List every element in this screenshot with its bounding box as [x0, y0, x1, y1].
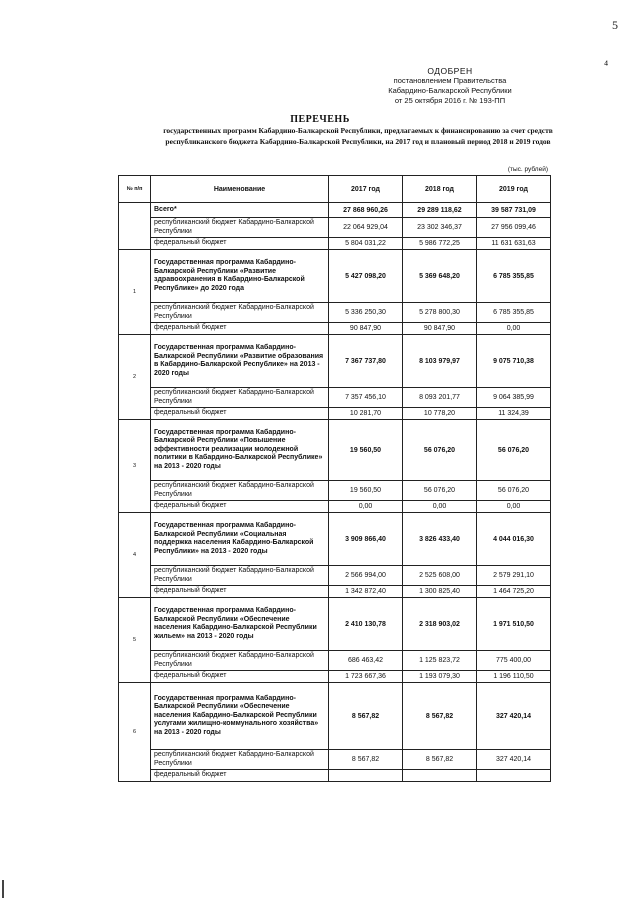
program-fed-2018: 1 193 079,30 — [403, 671, 477, 683]
program-rep-2017: 19 560,50 — [329, 481, 403, 501]
program-2018: 2 318 903,02 — [403, 598, 477, 651]
program-rep-row — [119, 481, 551, 501]
program-num: 6 — [119, 683, 151, 782]
corner-mark-second: ⁴ — [604, 58, 609, 72]
approval-head: ОДОБРЕН — [427, 66, 473, 76]
program-rep-2018: 8 093 201,77 — [403, 388, 477, 408]
program-rep-2018: 8 567,82 — [403, 750, 477, 770]
program-2019: 327 420,14 — [477, 683, 551, 750]
total-fed-row — [119, 238, 551, 250]
program-rep-2019: 775 400,00 — [477, 651, 551, 671]
table-body — [119, 203, 551, 782]
approval-line-1: постановлением Правительства — [393, 76, 507, 85]
program-2017: 7 367 737,80 — [329, 335, 403, 388]
total-rep-2018: 23 302 346,37 — [403, 218, 477, 238]
program-rep-2017: 5 336 250,30 — [329, 303, 403, 323]
program-name: Государственная программа Кабардино-Балкарской Республики «Обеспечение населения Кабардино-Балкарской Республики услугами жилищно-коммунального хозяйства» на 2013 - 2020 годы — [151, 683, 329, 750]
program-fed-label: федеральный бюджет — [151, 586, 329, 598]
program-2017: 8 567,82 — [329, 683, 403, 750]
program-rep-2018: 5 278 800,30 — [403, 303, 477, 323]
program-fed-2018: 1 300 825,40 — [403, 586, 477, 598]
program-fed-2018 — [403, 770, 477, 782]
program-fed-2017: 0,00 — [329, 501, 403, 513]
program-fed-2019: 1 196 110,50 — [477, 671, 551, 683]
program-name: Государственная программа Кабардино-Балкарской Республики «Обеспечение населения Кабардино-Балкарской Республики жильем» на 2013 - 2020 годы — [151, 598, 329, 651]
program-row — [119, 598, 551, 651]
program-rep-label: республиканский бюджет Кабардино-Балкарской Республики — [151, 566, 329, 586]
program-2018: 8 567,82 — [403, 683, 477, 750]
program-2018: 3 826 433,40 — [403, 513, 477, 566]
program-2018: 8 103 979,97 — [403, 335, 477, 388]
total-fed-2018: 5 986 772,25 — [403, 238, 477, 250]
program-rep-2019: 56 076,20 — [477, 481, 551, 501]
program-row — [119, 250, 551, 303]
program-fed-2017: 10 281,70 — [329, 408, 403, 420]
total-2019: 39 587 731,09 — [477, 203, 551, 218]
program-rep-2019: 2 579 291,10 — [477, 566, 551, 586]
total-2017: 27 868 960,26 — [329, 203, 403, 218]
program-2019: 56 076,20 — [477, 420, 551, 481]
total-rep-2017: 22 064 929,04 — [329, 218, 403, 238]
program-rep-row — [119, 388, 551, 408]
program-2017: 5 427 098,20 — [329, 250, 403, 303]
program-2017: 3 909 866,40 — [329, 513, 403, 566]
program-rep-row — [119, 750, 551, 770]
total-fed-2017: 5 804 031,22 — [329, 238, 403, 250]
program-num: 2 — [119, 335, 151, 420]
total-num-cell — [119, 203, 151, 250]
program-fed-row — [119, 323, 551, 335]
program-fed-2019 — [477, 770, 551, 782]
program-fed-row — [119, 501, 551, 513]
program-rep-row — [119, 651, 551, 671]
program-name: Государственная программа Кабардино-Балкарской Республики «Развитие образования в Кабардино-Балкарской Республике» на 2013 - 2020 годы — [151, 335, 329, 388]
header-name: Наименование — [151, 176, 329, 203]
program-fed-label: федеральный бюджет — [151, 770, 329, 782]
program-fed-label: федеральный бюджет — [151, 408, 329, 420]
units-note: (тыс. рублей) — [507, 166, 548, 173]
program-rep-label: республиканский бюджет Кабардино-Балкарской Республики — [151, 651, 329, 671]
total-fed-label: федеральный бюджет — [151, 238, 329, 250]
programs-table — [118, 175, 551, 782]
program-fed-2017: 1 342 872,40 — [329, 586, 403, 598]
program-rep-2017: 7 357 456,10 — [329, 388, 403, 408]
program-fed-2019: 11 324,39 — [477, 408, 551, 420]
total-2018: 29 289 118,62 — [403, 203, 477, 218]
program-row — [119, 513, 551, 566]
program-fed-2018: 0,00 — [403, 501, 477, 513]
program-rep-2019: 6 785 355,85 — [477, 303, 551, 323]
program-rep-2019: 327 420,14 — [477, 750, 551, 770]
table-header-row — [119, 176, 551, 203]
program-rep-2017: 686 463,42 — [329, 651, 403, 671]
program-name: Государственная программа Кабардино-Балкарской Республики «Повышение эффективности реализации молодежной политики в Кабардино-Балкарской Республике» на 2013 - 2020 годы — [151, 420, 329, 481]
program-2019: 6 785 355,85 — [477, 250, 551, 303]
program-fed-2017 — [329, 770, 403, 782]
program-2017: 19 560,50 — [329, 420, 403, 481]
program-rep-2018: 1 125 823,72 — [403, 651, 477, 671]
program-fed-2019: 0,00 — [477, 323, 551, 335]
program-rep-row — [119, 566, 551, 586]
program-fed-row — [119, 671, 551, 683]
program-num: 4 — [119, 513, 151, 598]
program-row — [119, 683, 551, 750]
program-fed-2019: 1 464 725,20 — [477, 586, 551, 598]
program-rep-label: республиканский бюджет Кабардино-Балкарской Республики — [151, 303, 329, 323]
program-fed-2019: 0,00 — [477, 501, 551, 513]
program-fed-2018: 10 778,20 — [403, 408, 477, 420]
program-fed-2017: 90 847,90 — [329, 323, 403, 335]
program-rep-label: республиканский бюджет Кабардино-Балкарской Республики — [151, 481, 329, 501]
corner-mark-top: 5 — [612, 18, 618, 32]
program-fed-2017: 1 723 667,36 — [329, 671, 403, 683]
scan-edge-mark — [2, 880, 4, 898]
approval-line-2: Кабардино-Балкарской Республики — [388, 86, 512, 95]
program-2019: 9 075 710,38 — [477, 335, 551, 388]
program-rep-2018: 2 525 608,00 — [403, 566, 477, 586]
program-rep-2017: 2 566 994,00 — [329, 566, 403, 586]
document-title: ПЕРЕЧЕНЬ — [290, 114, 350, 125]
program-rep-2018: 56 076,20 — [403, 481, 477, 501]
program-2017: 2 410 130,78 — [329, 598, 403, 651]
program-2018: 5 369 648,20 — [403, 250, 477, 303]
header-2019: 2019 год — [477, 176, 551, 203]
total-fed-2019: 11 631 631,63 — [477, 238, 551, 250]
total-rep-row — [119, 218, 551, 238]
program-row — [119, 335, 551, 388]
total-row — [119, 203, 551, 218]
program-num: 3 — [119, 420, 151, 513]
program-rep-2019: 9 064 385,99 — [477, 388, 551, 408]
program-2019: 1 971 510,50 — [477, 598, 551, 651]
approval-line-3: от 25 октября 2016 г. № 193-ПП — [394, 96, 506, 105]
program-rep-label: республиканский бюджет Кабардино-Балкарской Республики — [151, 750, 329, 770]
program-fed-label: федеральный бюджет — [151, 501, 329, 513]
header-2018: 2018 год — [403, 176, 477, 203]
header-2017: 2017 год — [329, 176, 403, 203]
program-rep-label: республиканский бюджет Кабардино-Балкарской Республики — [151, 388, 329, 408]
total-rep-label: республиканский бюджет Кабардино-Балкарской Республики — [151, 218, 329, 238]
program-fed-row — [119, 586, 551, 598]
program-num: 5 — [119, 598, 151, 683]
document-subtitle: государственных программ Кабардино-Балкарской Республики, предлагаемых к финансированию за счет средств республиканского бюджета Кабардино-Балкарской Республики, на 2017 год и плановый период 2018 и 2019 годов — [163, 126, 553, 146]
header-num: № п/п — [119, 176, 151, 203]
program-fed-label: федеральный бюджет — [151, 671, 329, 683]
program-rep-row — [119, 303, 551, 323]
program-fed-row — [119, 770, 551, 782]
program-num: 1 — [119, 250, 151, 335]
program-name: Государственная программа Кабардино-Балкарской Республики «Социальная поддержка населения Кабардино-Балкарской Республики» на 2013 - 2020 годы — [151, 513, 329, 566]
total-label: Всего* — [151, 203, 329, 218]
program-2018: 56 076,20 — [403, 420, 477, 481]
program-row — [119, 420, 551, 481]
program-name: Государственная программа Кабардино-Балкарской Республики «Развитие здравоохранения в Кабардино-Балкарской Республике» до 2020 года — [151, 250, 329, 303]
program-fed-row — [119, 408, 551, 420]
program-fed-label: федеральный бюджет — [151, 323, 329, 335]
approval-block — [360, 66, 540, 106]
program-fed-2018: 90 847,90 — [403, 323, 477, 335]
program-2019: 4 044 016,30 — [477, 513, 551, 566]
program-rep-2017: 8 567,82 — [329, 750, 403, 770]
total-rep-2019: 27 956 099,46 — [477, 218, 551, 238]
